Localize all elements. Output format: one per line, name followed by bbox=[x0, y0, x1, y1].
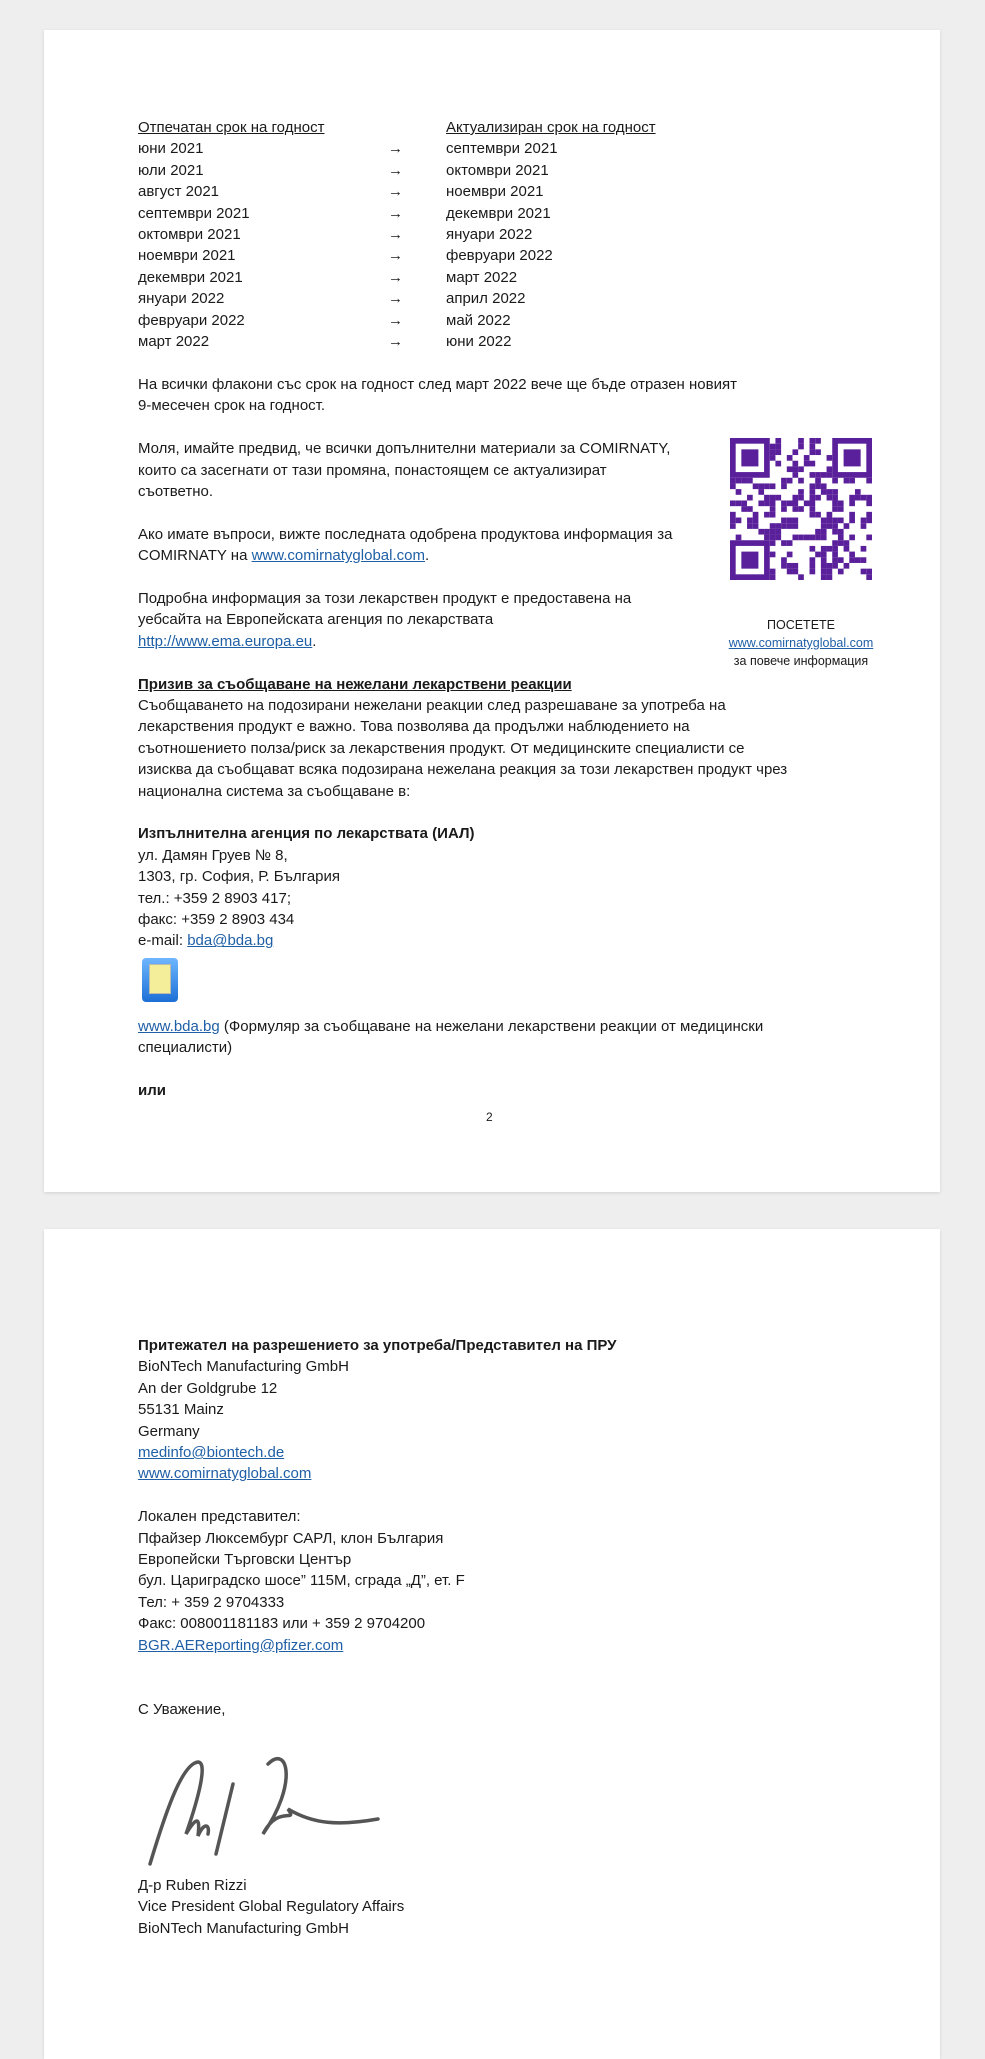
signer-title: Vice President Global Regulatory Affairs bbox=[138, 1898, 405, 1916]
updated-date: януари 2022 bbox=[446, 226, 533, 244]
holder-heading: Притежател на разрешението за употреба/Представител на ПРУ bbox=[138, 1337, 617, 1354]
table-row bbox=[138, 203, 656, 224]
holder-web-link[interactable]: www.comirnatyglobal.com bbox=[138, 1465, 312, 1483]
updated-date: октомври 2021 bbox=[446, 161, 549, 179]
qr-code-icon[interactable] bbox=[730, 438, 872, 580]
table-row bbox=[138, 138, 656, 159]
printed-date: август 2021 bbox=[138, 183, 220, 201]
paragraph-line: На всички флакони със срок на годност след март 2022 вече ще бъде отразен новият bbox=[138, 376, 737, 393]
arrow-icon: → bbox=[388, 311, 403, 329]
agency-name: Изпълнителна агенция по лекарствата (ИАЛ) bbox=[138, 825, 475, 843]
updated-date: март 2022 bbox=[446, 268, 518, 286]
qr-caption-visit: ПОСЕТЕТЕ bbox=[766, 618, 836, 632]
printed-date: юли 2021 bbox=[138, 161, 204, 179]
paragraph-line: Ако имате въпроси, вижте последната одобрена продуктова информация за bbox=[138, 525, 673, 543]
arrow-icon: → bbox=[388, 333, 403, 351]
bda-link[interactable]: www.bda.bg bbox=[138, 1017, 220, 1035]
local-email-link[interactable]: BGR.AEReporting@pfizer.com bbox=[138, 1636, 344, 1654]
paragraph-line: лекарствения продукт е важно. Това позволява да продължи наблюдението на bbox=[138, 718, 690, 736]
paragraph-line: Подробна информация за този лекарствен продукт е предоставена на bbox=[138, 590, 632, 608]
holder-block bbox=[138, 1335, 617, 1720]
report-heading: Призив за съобщаване на нежелани лекарствени реакции bbox=[138, 675, 572, 693]
arrow-icon: → bbox=[388, 268, 403, 286]
local-rep-line: Европейски Търговски Център bbox=[138, 1551, 352, 1569]
paragraph-text: COMIRNATY на bbox=[138, 547, 252, 565]
table-row bbox=[138, 310, 656, 331]
table-row bbox=[138, 224, 656, 245]
updated-date: юни 2022 bbox=[446, 333, 512, 351]
qr-caption-link[interactable]: www.comirnatyglobal.com bbox=[728, 636, 874, 650]
table-row bbox=[138, 288, 656, 309]
punctuation: . bbox=[424, 547, 430, 565]
agency-address: ул. Дамян Груев № 8, bbox=[138, 846, 288, 864]
arrow-icon: → bbox=[388, 161, 403, 179]
header-printed: Отпечатан срок на годност bbox=[138, 119, 325, 136]
page-number: 2 bbox=[486, 1110, 493, 1124]
holder-email-link[interactable]: medinfo@biontech.de bbox=[138, 1444, 285, 1462]
table-row bbox=[138, 331, 656, 352]
paragraph-line: национална система за съобщаване в: bbox=[138, 782, 411, 800]
paragraph-line: уебсайта на Европейската агенция по лекарствата bbox=[138, 611, 494, 629]
body-text bbox=[138, 374, 787, 1102]
paragraph-line: Съобщаването на подозирани нежелани реакции след разрешаване за употреба на bbox=[138, 697, 726, 715]
bda-description: специалисти) bbox=[138, 1039, 233, 1057]
holder-line: An der Goldgrube 12 bbox=[138, 1379, 278, 1397]
signature bbox=[138, 1744, 408, 1874]
printed-date: юни 2021 bbox=[138, 140, 204, 158]
email-label: e-mail: bbox=[138, 932, 188, 950]
qr-caption-more-info: за повече информация bbox=[733, 654, 869, 668]
printed-date: декември 2021 bbox=[138, 268, 243, 286]
header-updated: Актуализиран срок на годност bbox=[446, 119, 656, 136]
updated-date: февруари 2022 bbox=[446, 247, 553, 265]
updated-date: септември 2021 bbox=[446, 140, 558, 158]
document-page-1 bbox=[44, 30, 940, 1192]
holder-line: Germany bbox=[138, 1422, 200, 1440]
arrow-icon: → bbox=[388, 204, 403, 222]
local-rep-line: Локален представител: bbox=[138, 1508, 301, 1526]
updated-date: ноември 2021 bbox=[446, 183, 544, 201]
table-header-row bbox=[138, 117, 656, 138]
table-row bbox=[138, 245, 656, 266]
updated-date: май 2022 bbox=[446, 311, 511, 329]
punctuation: . bbox=[312, 632, 317, 650]
updated-date: април 2022 bbox=[446, 290, 526, 308]
printed-date: септември 2021 bbox=[138, 204, 250, 222]
table-row bbox=[138, 181, 656, 202]
paragraph-line: изисква да съобщават всяка подозирана нежелана реакция за този лекарствен продукт чрез bbox=[138, 761, 788, 779]
printed-date: октомври 2021 bbox=[138, 226, 241, 244]
paragraph-line: които са засегнати от тази промяна, понастоящем се актуализират bbox=[138, 461, 607, 479]
printed-date: януари 2022 bbox=[138, 290, 225, 308]
paragraph-line: съотношението полза/риск за лекарствения продукт. От медицинските специалисти се bbox=[138, 739, 745, 757]
qr-caption bbox=[704, 616, 898, 670]
agency-address: 1303, гр. София, Р. България bbox=[138, 868, 341, 886]
comirnaty-link[interactable]: www.comirnatyglobal.com bbox=[251, 547, 425, 565]
agency-fax: факс: +359 2 8903 434 bbox=[138, 911, 295, 929]
expiry-table bbox=[138, 117, 656, 352]
holder-line: 55131 Mainz bbox=[138, 1401, 224, 1419]
printed-date: март 2022 bbox=[138, 333, 210, 351]
paragraph-line: Моля, имайте предвид, че всички допълнителни материали за COMIRNATY, bbox=[138, 440, 671, 458]
arrow-icon: → bbox=[388, 247, 403, 265]
document-page-2 bbox=[44, 1229, 940, 2059]
arrow-icon: → bbox=[388, 140, 403, 158]
printed-date: ноември 2021 bbox=[138, 247, 236, 265]
local-rep-line: Тел: + 359 2 9704333 bbox=[138, 1593, 285, 1611]
report-form-icon[interactable] bbox=[142, 958, 178, 1002]
expiry-table-block bbox=[138, 117, 656, 352]
or-text: или bbox=[138, 1082, 166, 1100]
paragraph-line: съответно. bbox=[138, 483, 214, 501]
paragraph-line: 9-месечен срок на годност. bbox=[138, 397, 326, 415]
table-row bbox=[138, 160, 656, 181]
printed-date: февруари 2022 bbox=[138, 311, 245, 329]
arrow-icon: → bbox=[388, 183, 403, 201]
local-rep-line: Факс: 008001181183 или + 359 2 9704200 bbox=[138, 1615, 426, 1633]
table-row bbox=[138, 267, 656, 288]
signer-block bbox=[138, 1875, 404, 1939]
updated-date: декември 2021 bbox=[446, 204, 551, 222]
holder-line: BioNTech Manufacturing GmbH bbox=[138, 1358, 349, 1376]
closing: С Уважение, bbox=[138, 1700, 226, 1718]
ema-link[interactable]: http://www.ema.europa.eu bbox=[138, 632, 313, 650]
arrow-icon: → bbox=[388, 290, 403, 308]
local-rep-line: Пфайзер Люксембург САРЛ, клон България bbox=[138, 1529, 444, 1547]
signer-name: Д-р Ruben Rizzi bbox=[138, 1877, 247, 1894]
signer-company: BioNTech Manufacturing GmbH bbox=[138, 1919, 349, 1937]
bda-description: (Формуляр за съобщаване на нежелани лекарствени реакции от медицински bbox=[219, 1017, 764, 1035]
agency-email-link[interactable]: bda@bda.bg bbox=[187, 932, 274, 950]
local-rep-line: бул. Цариградско шосе” 115M, сграда „Д”, ет. F bbox=[138, 1572, 465, 1590]
arrow-icon: → bbox=[388, 226, 403, 244]
agency-phone: тел.: +359 2 8903 417; bbox=[138, 889, 291, 907]
